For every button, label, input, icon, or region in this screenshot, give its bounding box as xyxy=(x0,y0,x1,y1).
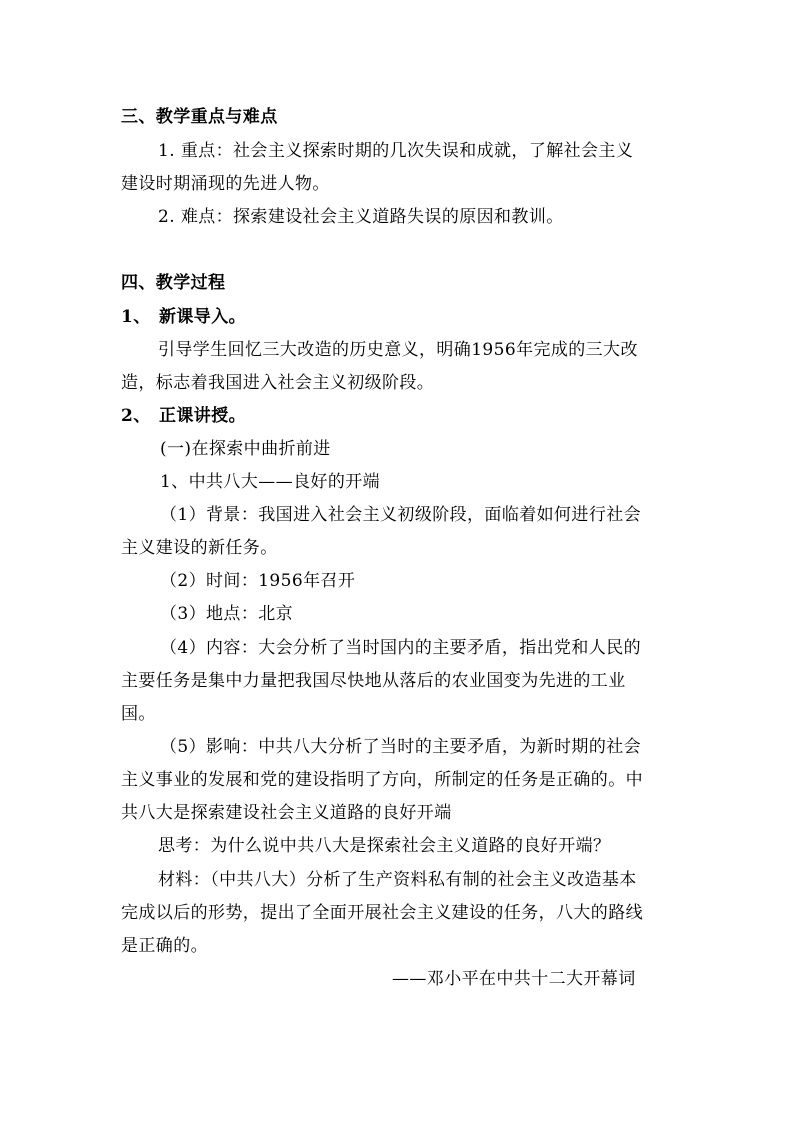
section-heading-key-points: 三、教学重点与难点 xyxy=(121,107,278,127)
subsection-1-item-1: 1、中共八大——良好的开端 xyxy=(160,472,381,492)
content-line-2: 主要任务是集中力量把我国尽快地从落后的农业国变为先进的工业 xyxy=(121,671,626,691)
content-line-3: 国。 xyxy=(121,704,156,724)
content-line-1: （4）内容：大会分析了当时国内的主要矛盾，指出党和人民的 xyxy=(160,638,642,658)
key-point-2: 2. 难点：探索建设社会主义道路失误的原因和教训。 xyxy=(158,207,564,227)
background-line-1: （1）背景：我国进入社会主义初级阶段，面临着如何进行社会 xyxy=(160,505,642,525)
step-2-number: 2、 xyxy=(121,406,151,426)
think-question: 思考：为什么说中共八大是探索社会主义道路的良好开端？ xyxy=(158,836,611,856)
material-line-3: 是正确的。 xyxy=(121,936,208,956)
section-heading-process: 四、教学过程 xyxy=(121,273,226,293)
key-point-1-line-2: 建设时期涌现的先进人物。 xyxy=(121,174,330,194)
step-2-heading xyxy=(121,405,246,427)
material-line-1: 材料：（中共八大）分析了生产资料私有制的社会主义改造基本 xyxy=(158,870,637,890)
material-line-2: 完成以后的形势，提出了全面开展社会主义建设的任务，八大的路线 xyxy=(121,903,643,923)
step-1-line-1: 引导学生回忆三大改造的历史意义，明确1956年完成的三大改 xyxy=(158,340,638,360)
impact-line-3: 共八大是探索建设社会主义道路的良好开端 xyxy=(121,803,452,823)
impact-line-1: （5）影响：中共八大分析了当时的主要矛盾，为新时期的社会 xyxy=(160,737,642,757)
step-1-heading xyxy=(121,306,246,328)
quote-source: ——邓小平在中共十二大开幕词 xyxy=(392,969,636,989)
time-line: （2）时间：1956年召开 xyxy=(160,571,356,591)
place-line: （3）地点：北京 xyxy=(160,604,294,624)
step-1-line-2: 造，标志着我国进入社会主义初级阶段。 xyxy=(121,373,435,393)
impact-line-2: 主义事业的发展和党的建设指明了方向，所制定的任务是正确的。中 xyxy=(121,770,643,790)
step-1-title: 新课导入。 xyxy=(159,307,246,327)
background-line-2: 主义建设的新任务。 xyxy=(121,538,278,558)
key-point-1-line-1: 1. 重点：社会主义探索时期的几次失误和成就，了解社会主义 xyxy=(158,141,634,161)
subsection-1-heading: (一)在探索中曲折前进 xyxy=(160,439,331,459)
step-1-number: 1、 xyxy=(121,307,151,327)
step-2-title: 正课讲授。 xyxy=(159,406,246,426)
